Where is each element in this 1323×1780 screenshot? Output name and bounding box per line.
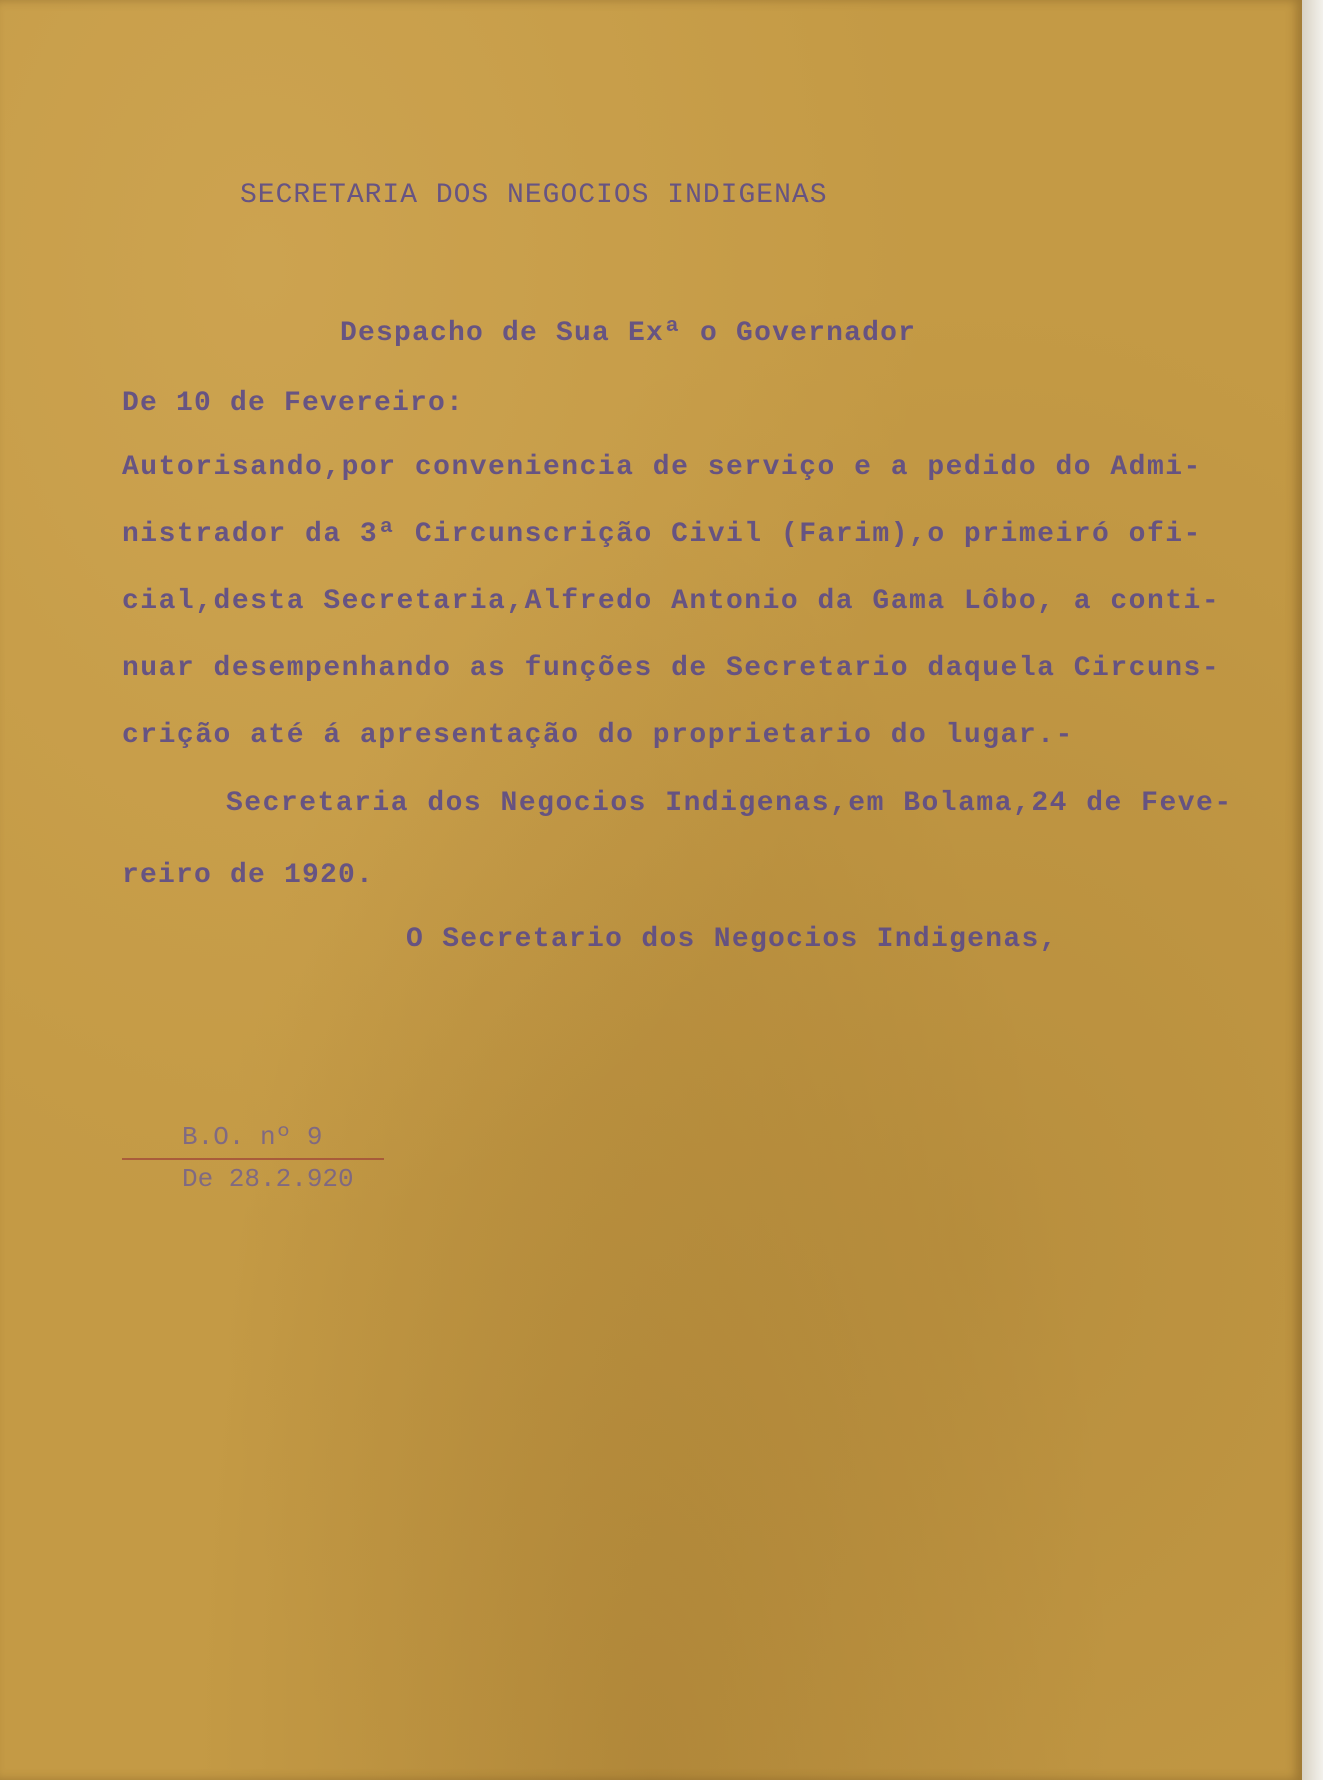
dispatch-title: Despacho de Sua Exª o Governador [340, 318, 917, 349]
signature-line: O Secretario dos Negocios Indigenas, [406, 924, 1058, 955]
bulletin-rule [122, 1158, 384, 1160]
body-line: cial,desta Secretaria,Alfredo Antonio da Gama Lôbo, a conti- [122, 586, 1221, 617]
document-heading: SECRETARIA DOS NEGOCIOS INDIGENAS [240, 180, 828, 211]
bulletin-date: De 28.2.920 [182, 1164, 354, 1194]
closing-place-date: Secretaria dos Negocios Indigenas,em Bolama,24 de Feve- [226, 788, 1233, 819]
body-line: Autorisando,por conveniencia de serviço e a pedido do Admi- [122, 452, 1202, 483]
bulletin-number: B.O. nº 9 [182, 1122, 323, 1152]
closing-place-date-cont: reiro de 1920. [122, 860, 375, 891]
body-line: nuar desempenhando as funções de Secretario daquela Circuns- [122, 653, 1221, 684]
scan-background-edge [1302, 0, 1323, 1780]
body-line: crição até á apresentação do proprietario do lugar.- [122, 720, 1074, 751]
dispatch-date: De 10 de Fevereiro: [122, 388, 465, 419]
body-line: nistrador da 3ª Circunscrição Civil (Farim),o primeiró ofi- [122, 519, 1202, 550]
